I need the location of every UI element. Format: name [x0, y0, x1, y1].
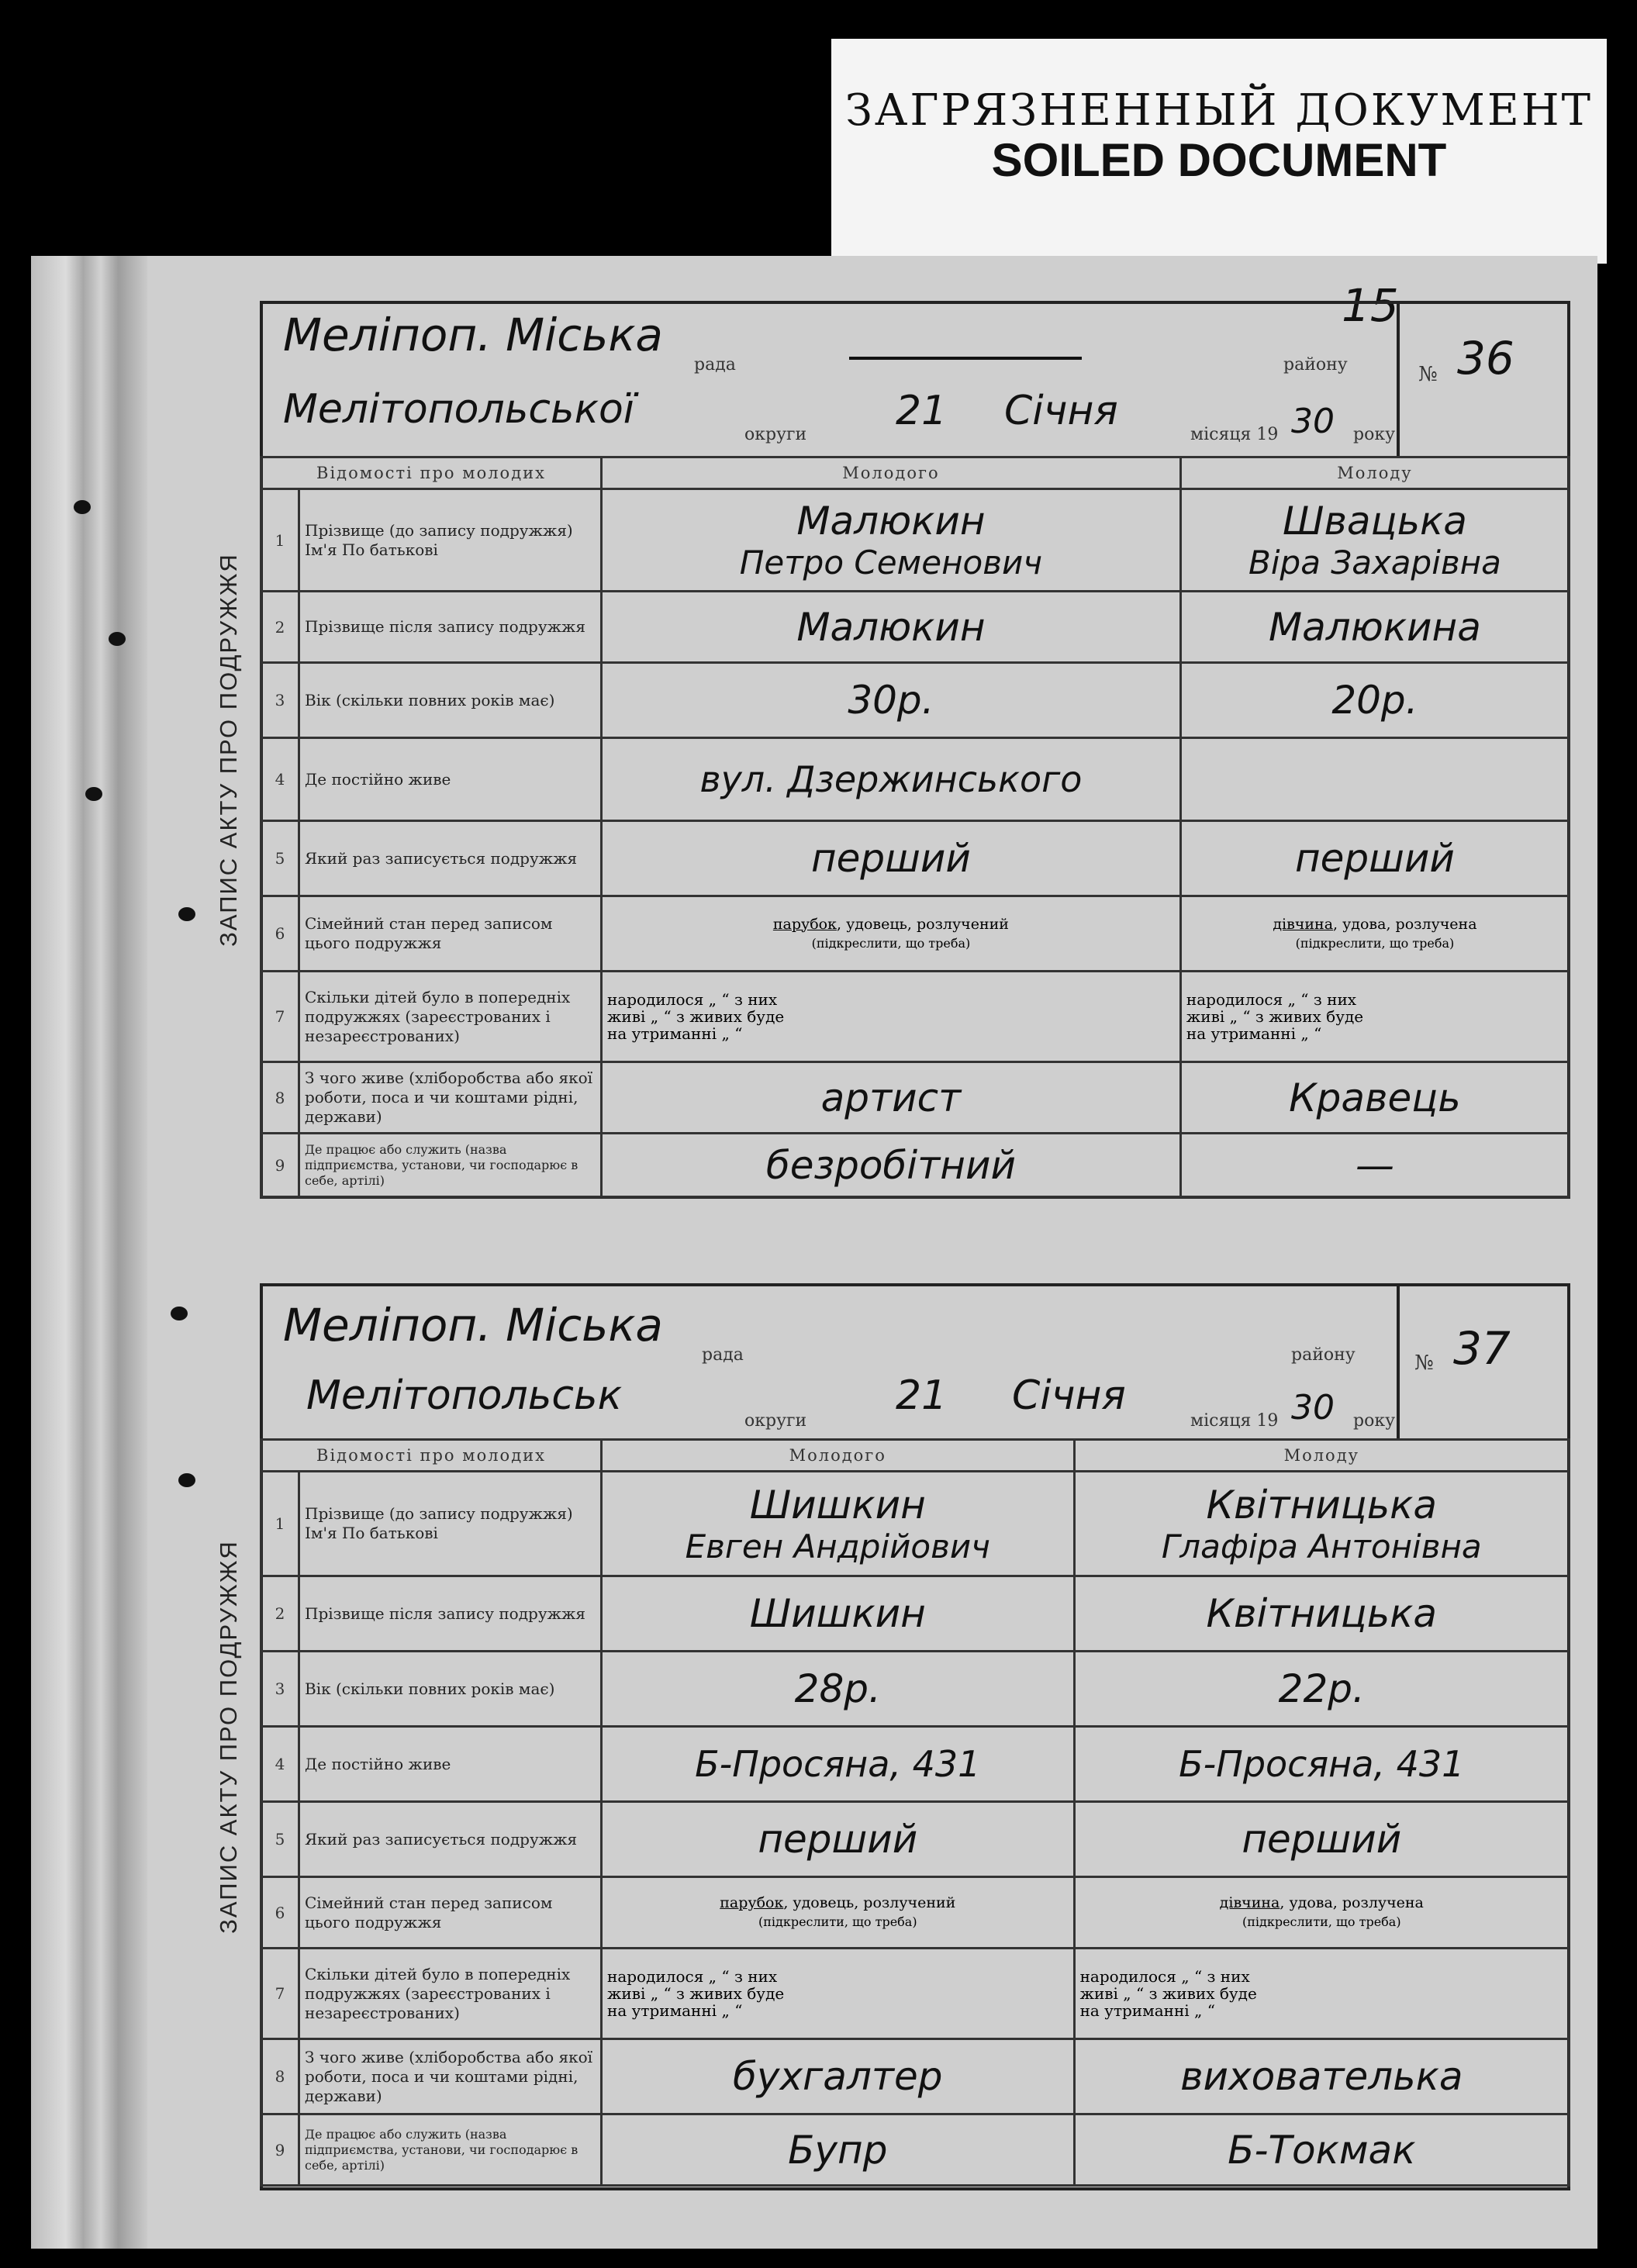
- col-header-bride: Молоду: [1074, 1440, 1569, 1472]
- bride-times: перший: [1074, 1802, 1569, 1877]
- binding-hole: [74, 500, 91, 514]
- bride-residence: Б-Просяна, 431: [1074, 1727, 1569, 1802]
- born-label: народилося „ “ з них: [1186, 990, 1357, 1009]
- rada-value: Меліпоп. Міська: [283, 1299, 663, 1351]
- groom-status-options: , удовець, розлучений: [783, 1894, 956, 1911]
- soiled-document-stamp: [831, 39, 1607, 264]
- year-label: року: [1353, 1411, 1396, 1431]
- stamp-english-text: SOILED DOCUMENT: [991, 134, 1447, 186]
- okruha-label: округи: [744, 1411, 807, 1431]
- born-label: народилося „ “ з них: [607, 990, 778, 1009]
- row-label-workplace: Де працює або служить (назва підприємства, установи, чи господарює в себе, артілі): [299, 2114, 602, 2186]
- bride-residence: [1180, 738, 1569, 821]
- underline-note: (підкреслити, що треба): [811, 935, 971, 951]
- row-label-name: Прізвище (до запису подружжя) Ім'я По батькові: [299, 1472, 602, 1576]
- record-number: 37: [1453, 1322, 1511, 1375]
- bride-workplace: Б-Токмак: [1074, 2114, 1569, 2186]
- row-label-marital-status: Сімейний стан перед записом цього подружжя: [299, 1877, 602, 1949]
- binding-hole: [178, 1473, 195, 1487]
- support-label: на утриманні „ “: [607, 2001, 743, 2020]
- groom-surname: Шишкин: [749, 1482, 926, 1528]
- binding-hole: [178, 907, 195, 921]
- okruha-value: Мелітопольськ: [306, 1372, 622, 1419]
- record-number-box: [1403, 1283, 1570, 1438]
- groom-residence: вул. Дзержинського: [602, 738, 1181, 821]
- side-title: ЗАПИС АКТУ ПРО ПОДРУЖЖЯ: [215, 553, 242, 947]
- rada-label: рада: [702, 1345, 744, 1365]
- groom-name: Петро Семенович: [739, 544, 1043, 582]
- born-label: народилося „ “ з них: [1079, 1967, 1250, 1986]
- col-header-info: Відомості про молодих: [261, 457, 602, 489]
- bride-status-options: , удова, розлучена: [1280, 1894, 1424, 1911]
- number-label: №: [1414, 1351, 1434, 1375]
- groom-occupation: бухгалтер: [602, 2039, 1075, 2114]
- okruha-label: округи: [744, 425, 807, 444]
- row-label-occupation: З чого живе (хліборобства або якої роботи, поса и чи коштами рідні, держави): [299, 1062, 602, 1134]
- col-header-info: Відомості про молодих: [261, 1440, 602, 1472]
- month-label: місяця 19: [1190, 425, 1279, 444]
- row-label-children: Скільки дітей було в попередніх подружжях (зареєстрованих і незареєстрованих): [299, 1949, 602, 2039]
- month-value: Січня: [1012, 1372, 1126, 1419]
- bride-age: 20р.: [1180, 663, 1569, 738]
- month-label: місяця 19: [1190, 1411, 1279, 1431]
- rada-label: рада: [694, 355, 736, 375]
- col-header-groom: Молодого: [602, 457, 1181, 489]
- day-value: 21: [896, 388, 948, 434]
- row-label-age: Вік (скільки повних років має): [299, 663, 602, 738]
- alive-label: живі „ “ з живих буде: [607, 1007, 785, 1026]
- support-label: на утриманні „ “: [1079, 2001, 1215, 2020]
- bride-occupation: Кравець: [1180, 1062, 1569, 1134]
- rayon-label: району: [1283, 355, 1348, 375]
- bride-status-options: , удова, розлучена: [1333, 915, 1477, 933]
- record-header: [260, 1283, 1400, 1438]
- rada-value: Меліпоп. Міська: [283, 309, 663, 361]
- alive-label: живі „ “ з живих буде: [1079, 1984, 1257, 2003]
- row-label-residence: Де постійно живе: [299, 1727, 602, 1802]
- row-label-workplace: Де працює або служить (назва підприємства, установи, чи господарює в себе, артілі): [299, 1134, 602, 1197]
- row-label-residence: Де постійно живе: [299, 738, 602, 821]
- bride-name: Віра Захарівна: [1248, 544, 1501, 582]
- row-label-times: Який раз записується подружжя: [299, 1802, 602, 1877]
- marriage-record-1: [215, 301, 1570, 1199]
- col-header-bride: Молоду: [1180, 457, 1569, 489]
- row-label-times: Який раз записується подружжя: [299, 821, 602, 896]
- bride-surname-after: Малюкина: [1180, 592, 1569, 663]
- bride-occupation: вихователька: [1074, 2039, 1569, 2114]
- bride-times: перший: [1180, 821, 1569, 896]
- year-value: 30: [1291, 1388, 1335, 1427]
- groom-surname: Малюкин: [796, 499, 986, 544]
- stamp-russian-text: ЗАГРЯЗНЕННЫЙ ДОКУМЕНТ: [845, 85, 1593, 136]
- groom-status-underlined: парубок: [772, 915, 837, 933]
- groom-residence: Б-Просяна, 431: [602, 1727, 1075, 1802]
- groom-workplace: Бупр: [602, 2114, 1075, 2186]
- row-label-occupation: З чого живе (хліборобства або якої роботи, поса и чи коштами рідні, держави): [299, 2039, 602, 2114]
- groom-age: 28р.: [602, 1652, 1075, 1727]
- groom-workplace: безробітний: [602, 1134, 1181, 1197]
- rayon-label: району: [1291, 1345, 1356, 1365]
- record-table: Відомості про молодих Молодого Молоду 1 Прізвище (до запису подружжя) Ім'я По батькові Шишкин Евген Андрійович Квітницька Глафіра Антонівна 2 Прізвище після запису подружжя Шишкин Квітницька 3 Вік (скільки повних років має) 28р. 22р. 4 Де постійно живе Б-Просяна, 431 Б-Просяна, 431 5 Який раз записується подружжя перший перший 6 Сімейний стан перед записом цього подружжя парубок, удовець, розлучений (підкреслити, що треба) дівчина, удова, розлучена (підкреслити, що треба) 7 Скільки дітей було в попередніх подружжях (зареєстрованих і незареєстрованих) народилося „ “ з них живі „ “ з живих буде на утриманні „ “ народилося „ “ з них живі „ “ з живих буде на утриманні „ “ 8 З чого живе (хліборобства або якої роботи, поса и чи коштами рідні, держави) бухгалтер вихователька 9 Де працює або служить (назва підприємства, установи, чи господарює в себе, артілі) Бупр Б-Токмак: [260, 1438, 1570, 2187]
- groom-status-underlined: парубок: [720, 1894, 784, 1911]
- bride-surname: Квітницька: [1206, 1482, 1438, 1528]
- day-value: 21: [896, 1372, 948, 1419]
- groom-age: 30р.: [602, 663, 1181, 738]
- groom-times: перший: [602, 1802, 1075, 1877]
- year-value: 30: [1291, 402, 1335, 441]
- bride-status-underlined: дівчина: [1273, 915, 1334, 933]
- underline-note: (підкреслити, що треба): [1242, 1914, 1401, 1929]
- groom-surname-after: Малюкин: [602, 592, 1181, 663]
- row-label-children: Скільки дітей було в попередніх подружжях (зареєстрованих і незареєстрованих): [299, 972, 602, 1062]
- row-label-marital-status: Сімейний стан перед записом цього подружжя: [299, 896, 602, 972]
- support-label: на утриманні „ “: [607, 1024, 743, 1043]
- year-label: року: [1353, 425, 1396, 444]
- side-title: ЗАПИС АКТУ ПРО ПОДРУЖЖЯ: [215, 1540, 242, 1934]
- groom-surname-after: Шишкин: [602, 1576, 1075, 1652]
- binding-hole: [171, 1307, 188, 1320]
- alive-label: живі „ “ з живих буде: [1186, 1007, 1364, 1026]
- bride-age: 22р.: [1074, 1652, 1569, 1727]
- row-label-name: Прізвище (до запису подружжя) Ім'я По батькові: [299, 489, 602, 592]
- row-label-surname-after: Прізвище після запису подружжя: [299, 592, 602, 663]
- bride-surname: Швацька: [1282, 499, 1467, 544]
- support-label: на утриманні „ “: [1186, 1024, 1322, 1043]
- page-number: 15: [1342, 279, 1399, 332]
- bride-status-underlined: дівчина: [1219, 1894, 1280, 1911]
- groom-name: Евген Андрійович: [685, 1527, 990, 1566]
- okruha-value: Мелітопольської: [283, 386, 635, 433]
- marriage-record-2: [215, 1283, 1570, 2190]
- rayon-blank-line: [849, 357, 1082, 360]
- record-header: [260, 301, 1400, 456]
- alive-label: живі „ “ з живих буде: [607, 1984, 785, 2003]
- groom-occupation: артист: [602, 1062, 1181, 1134]
- col-header-groom: Молодого: [602, 1440, 1075, 1472]
- underline-note: (підкреслити, що треба): [758, 1914, 917, 1929]
- born-label: народилося „ “ з них: [607, 1967, 778, 1986]
- record-number-box: [1403, 301, 1570, 456]
- number-label: №: [1418, 363, 1438, 386]
- record-table: Відомості про молодих Молодого Молоду 1 Прізвище (до запису подружжя) Ім'я По батькові Малюкин Петро Семенович Швацька Віра Захарівна 2 Прізвище після запису подружжя Малюкин Малюкина 3 Вік (скільки повних років має) 30р. 20р. 4 Де постійно живе вул. Дзержинського 5 Який раз записується подружжя перший перший 6 Сімейний стан перед записом цього подружжя парубок, удовець, розлучений (підкреслити, що треба) дівчина, удова, розлучена (підкреслити, що треба) 7 Скільки дітей було в попередніх подружжях (зареєстрованих і незареєстрованих) народилося „ “ з них живі „ “ з живих буде на утриманні „ “ народилося „ “ з них живі „ “ з живих буде на утриманні „ “ 8 З чого живе (хліборобства або якої роботи, поса и чи коштами рідні, держави) артист Кравець 9 Де працює або служить (назва підприємства, установи, чи господарює в себе, артілі) безробітний —: [260, 456, 1570, 1198]
- bride-workplace: —: [1180, 1134, 1569, 1197]
- row-label-age: Вік (скільки повних років має): [299, 1652, 602, 1727]
- bride-surname-after: Квітницька: [1074, 1576, 1569, 1652]
- underline-note: (підкреслити, що треба): [1295, 935, 1455, 951]
- binding-spine: [31, 256, 147, 2249]
- groom-status-options: , удовець, розлучений: [836, 915, 1009, 933]
- groom-times: перший: [602, 821, 1181, 896]
- bride-name: Глафіра Антонівна: [1161, 1527, 1482, 1566]
- binding-hole: [85, 787, 102, 801]
- row-label-surname-after: Прізвище після запису подружжя: [299, 1576, 602, 1652]
- month-value: Січня: [1004, 388, 1118, 434]
- binding-hole: [109, 632, 126, 646]
- record-number: 36: [1457, 332, 1514, 385]
